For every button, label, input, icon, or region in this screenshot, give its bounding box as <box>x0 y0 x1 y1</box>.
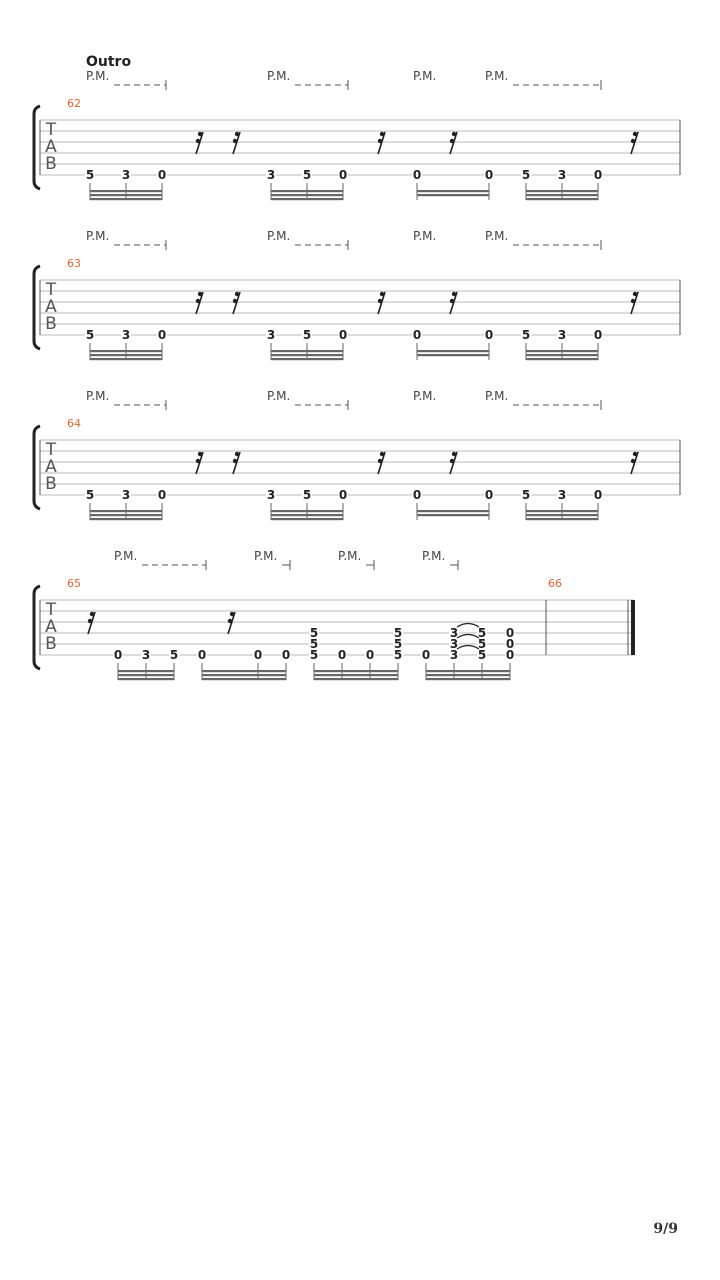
bar-number: 64 <box>67 417 81 430</box>
bar-number: 65 <box>67 577 81 590</box>
beam <box>90 510 162 512</box>
palm-mute-label: P.M. <box>267 389 291 403</box>
beam <box>526 190 598 192</box>
fret-number: 0 <box>113 648 123 662</box>
fret-number: 3 <box>557 168 567 182</box>
rest-flag <box>90 612 94 616</box>
fret-number: 5 <box>302 488 312 502</box>
rest-flag <box>198 292 202 296</box>
fret-number: 0 <box>338 168 348 182</box>
tab-clef-letter: A <box>45 297 57 317</box>
beam <box>526 358 598 360</box>
beam <box>417 354 489 356</box>
rest-flag <box>631 459 635 463</box>
fret-number: 0 <box>484 168 494 182</box>
fret-number: 3 <box>266 488 276 502</box>
beam <box>202 678 286 680</box>
beam <box>426 674 510 676</box>
tab-clef-letter: B <box>45 314 57 334</box>
beam <box>202 674 286 676</box>
beam <box>271 198 343 200</box>
beam <box>271 358 343 360</box>
beam <box>526 510 598 512</box>
rest-flag <box>235 132 239 136</box>
rest-flag <box>196 299 200 303</box>
beam <box>118 674 174 676</box>
beam <box>426 678 510 680</box>
sixteenth-rest <box>450 132 457 154</box>
beam <box>314 678 398 680</box>
beam <box>271 194 343 196</box>
rest-flag <box>633 452 637 456</box>
fret-number: 5 <box>85 328 95 342</box>
beam <box>271 514 343 516</box>
fret-number: 0 <box>365 648 375 662</box>
fret-number: 5 <box>309 626 319 640</box>
fret-number: 0 <box>505 637 515 651</box>
fret-number: 3 <box>121 168 131 182</box>
fret-number: 5 <box>521 488 531 502</box>
beam <box>90 350 162 352</box>
fret-number: 0 <box>337 648 347 662</box>
rest-flag <box>378 299 382 303</box>
sixteenth-rest <box>378 452 385 474</box>
palm-mute-label: P.M. <box>338 549 362 563</box>
rest-flag <box>378 139 382 143</box>
beam <box>526 514 598 516</box>
sixteenth-rest <box>88 612 95 634</box>
sixteenth-rest <box>631 292 638 314</box>
rest-flag <box>233 459 237 463</box>
beam <box>271 510 343 512</box>
fret-number: 3 <box>449 637 459 651</box>
fret-number: 0 <box>412 328 422 342</box>
palm-mute-label: P.M. <box>267 229 291 243</box>
palm-mute-label: P.M. <box>413 229 437 243</box>
rest-flag <box>196 139 200 143</box>
beam <box>314 670 398 672</box>
beam <box>271 350 343 352</box>
palm-mute-label: P.M. <box>413 69 437 83</box>
beam <box>314 674 398 676</box>
rest-flag <box>228 619 232 623</box>
rest-flag <box>631 299 635 303</box>
sixteenth-rest <box>196 292 203 314</box>
bar-number: 63 <box>67 257 81 270</box>
fret-number: 5 <box>85 488 95 502</box>
section-title: Outro <box>86 54 132 70</box>
beam <box>90 190 162 192</box>
rest-flag <box>378 459 382 463</box>
fret-number: 5 <box>521 168 531 182</box>
tab-system-3 <box>34 400 680 520</box>
rest-flag <box>198 452 202 456</box>
fret-number: 5 <box>309 637 319 651</box>
tab-clef-letter: B <box>45 154 57 174</box>
beam <box>90 518 162 520</box>
rest-flag <box>450 459 454 463</box>
rest-flag <box>88 619 92 623</box>
fret-number: 5 <box>302 328 312 342</box>
beam <box>426 670 510 672</box>
sixteenth-rest <box>196 132 203 154</box>
tie-arc <box>457 635 479 639</box>
system-bracket <box>34 106 40 189</box>
fret-number: 0 <box>593 168 603 182</box>
beam <box>202 670 286 672</box>
fret-number: 5 <box>477 626 487 640</box>
fret-number: 0 <box>593 488 603 502</box>
beam <box>526 350 598 352</box>
system-bracket <box>34 266 40 349</box>
rest-flag <box>450 299 454 303</box>
tie-arc <box>457 646 479 650</box>
palm-mute-label: P.M. <box>485 69 509 83</box>
fret-number: 0 <box>338 488 348 502</box>
rest-flag <box>380 452 384 456</box>
system-bracket <box>34 586 40 669</box>
tie-arc <box>457 624 479 628</box>
tab-clef-letter: T <box>45 280 57 300</box>
sixteenth-rest <box>450 452 457 474</box>
beam <box>417 510 489 512</box>
rest-flag <box>233 139 237 143</box>
fret-number: 0 <box>412 168 422 182</box>
sixteenth-rest <box>228 612 235 634</box>
palm-mute-label: P.M. <box>86 389 110 403</box>
sixteenth-rest <box>450 292 457 314</box>
tab-system-4 <box>34 560 635 680</box>
fret-number: 0 <box>281 648 291 662</box>
tab-system-2 <box>34 240 680 360</box>
beam <box>118 670 174 672</box>
tab-clef-letter: B <box>45 634 57 654</box>
rest-flag <box>230 612 234 616</box>
rest-flag <box>633 132 637 136</box>
palm-mute-label: P.M. <box>86 69 110 83</box>
beam <box>90 198 162 200</box>
fret-number: 3 <box>121 488 131 502</box>
beam <box>118 678 174 680</box>
beam <box>417 350 489 352</box>
fret-number: 0 <box>421 648 431 662</box>
rest-flag <box>380 292 384 296</box>
rest-flag <box>633 292 637 296</box>
fret-number: 0 <box>484 328 494 342</box>
fret-number: 0 <box>197 648 207 662</box>
palm-mute-label: P.M. <box>86 229 110 243</box>
beam <box>90 194 162 196</box>
fret-number: 0 <box>505 626 515 640</box>
beam <box>526 194 598 196</box>
tab-clef-letter: B <box>45 474 57 494</box>
rest-flag <box>452 452 456 456</box>
bar-number: 66 <box>548 577 562 590</box>
fret-number: 3 <box>266 328 276 342</box>
fret-number: 3 <box>449 626 459 640</box>
fret-number: 0 <box>157 168 167 182</box>
beam <box>271 354 343 356</box>
fret-number: 0 <box>484 488 494 502</box>
fret-number: 0 <box>505 648 515 662</box>
tab-clef-letter: A <box>45 457 57 477</box>
sixteenth-rest <box>233 132 240 154</box>
tab-system-1 <box>34 80 680 200</box>
beam <box>526 518 598 520</box>
sixteenth-rest <box>233 452 240 474</box>
palm-mute-label: P.M. <box>267 69 291 83</box>
tab-clef-letter: A <box>45 137 57 157</box>
rest-flag <box>452 292 456 296</box>
rest-flag <box>631 139 635 143</box>
fret-number: 5 <box>302 168 312 182</box>
beam <box>90 358 162 360</box>
rest-flag <box>450 139 454 143</box>
palm-mute-label: P.M. <box>114 549 138 563</box>
palm-mute-label: P.M. <box>485 229 509 243</box>
beam <box>90 514 162 516</box>
system-bracket <box>34 426 40 509</box>
rest-flag <box>452 132 456 136</box>
fret-number: 5 <box>521 328 531 342</box>
fret-number: 0 <box>412 488 422 502</box>
fret-number: 0 <box>157 328 167 342</box>
fret-number: 5 <box>309 648 319 662</box>
beam <box>271 518 343 520</box>
sixteenth-rest <box>196 452 203 474</box>
rest-flag <box>235 452 239 456</box>
fret-number: 0 <box>338 328 348 342</box>
fret-number: 5 <box>85 168 95 182</box>
sixteenth-rest <box>378 132 385 154</box>
palm-mute-label: P.M. <box>422 549 446 563</box>
beam <box>526 198 598 200</box>
fret-number: 5 <box>393 626 403 640</box>
palm-mute-label: P.M. <box>485 389 509 403</box>
tab-clef-letter: T <box>45 600 57 620</box>
fret-number: 0 <box>253 648 263 662</box>
beam <box>526 354 598 356</box>
fret-number: 5 <box>477 648 487 662</box>
sixteenth-rest <box>378 292 385 314</box>
palm-mute-label: P.M. <box>413 389 437 403</box>
fret-number: 3 <box>557 328 567 342</box>
fret-number: 3 <box>266 168 276 182</box>
fret-number: 0 <box>157 488 167 502</box>
sixteenth-rest <box>631 452 638 474</box>
fret-number: 3 <box>557 488 567 502</box>
beam <box>271 190 343 192</box>
final-barline-thick <box>631 600 635 655</box>
fret-number: 5 <box>477 637 487 651</box>
fret-number: 5 <box>169 648 179 662</box>
sixteenth-rest <box>631 132 638 154</box>
sixteenth-rest <box>233 292 240 314</box>
rest-flag <box>380 132 384 136</box>
rest-flag <box>196 459 200 463</box>
bar-number: 62 <box>67 97 81 110</box>
fret-number: 0 <box>593 328 603 342</box>
fret-number: 3 <box>141 648 151 662</box>
tab-clef-letter: T <box>45 120 57 140</box>
beam <box>90 354 162 356</box>
fret-number: 3 <box>121 328 131 342</box>
tab-clef-letter: T <box>45 440 57 460</box>
fret-number: 5 <box>393 637 403 651</box>
fret-number: 5 <box>393 648 403 662</box>
rest-flag <box>198 132 202 136</box>
beam <box>417 190 489 192</box>
fret-number: 3 <box>449 648 459 662</box>
rest-flag <box>233 299 237 303</box>
palm-mute-label: P.M. <box>254 549 278 563</box>
page-number: 9/9 <box>653 1221 678 1237</box>
beam <box>417 514 489 516</box>
tab-clef-letter: A <box>45 617 57 637</box>
rest-flag <box>235 292 239 296</box>
beam <box>417 194 489 196</box>
